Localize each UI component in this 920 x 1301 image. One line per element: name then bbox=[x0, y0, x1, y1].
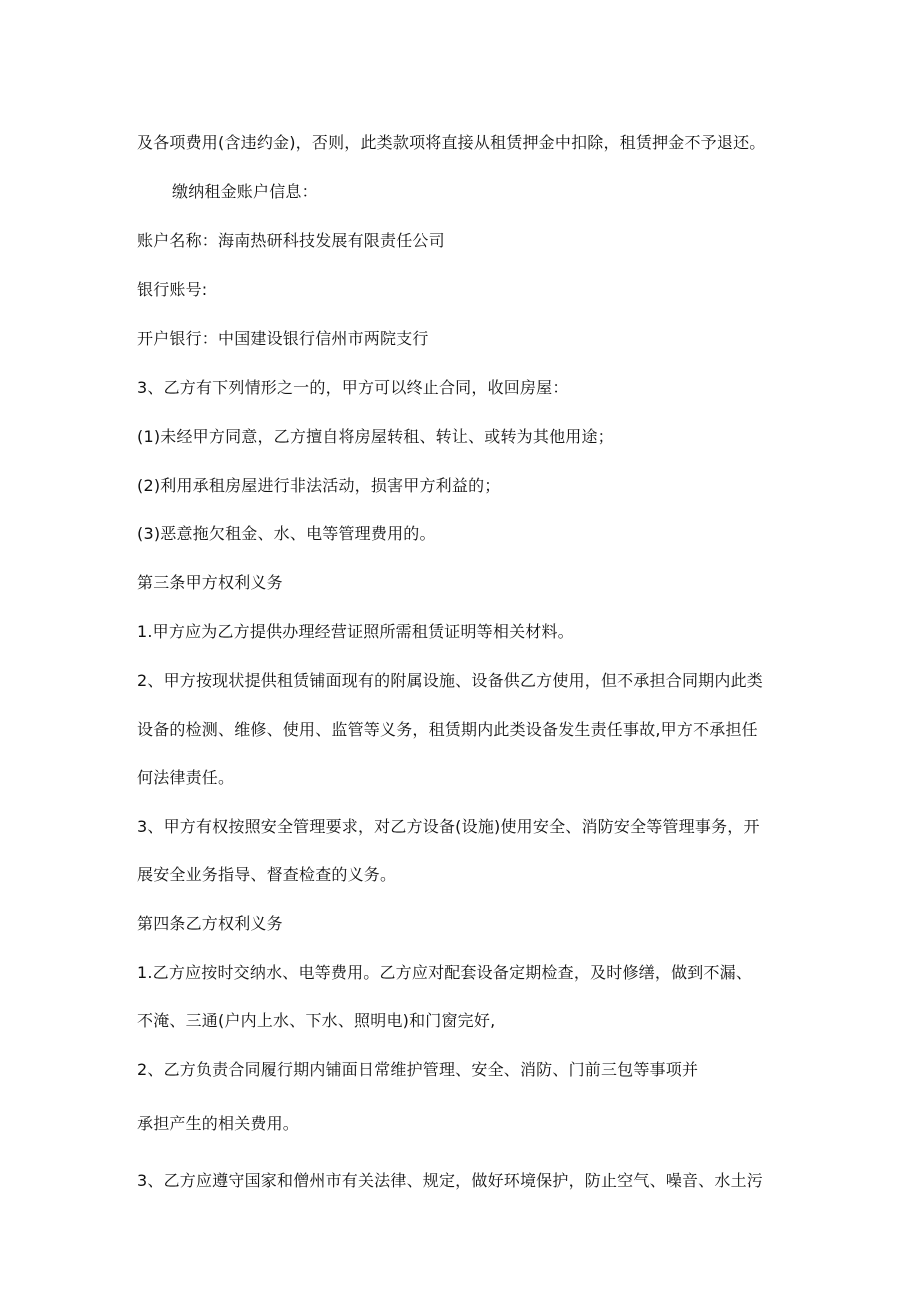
text-line-party-a-duty-2a: 2、甲方按现状提供租赁铺面现有的附属设施、设备供乙方使用，但不承担合同期内此类 bbox=[137, 671, 763, 690]
text-line-party-a-duty-2b: 设备的检测、维修、使用、监管等义务，租赁期内此类设备发生责任事故,甲方不承担任 bbox=[137, 720, 758, 739]
text-line-party-b-duty-1b: 不淹、三通(户内上水、下水、照明电)和门窗完好, bbox=[137, 1011, 496, 1030]
text-line-termination-item-1: (1)未经甲方同意，乙方擅自将房屋转租、转让、或转为其他用途； bbox=[137, 427, 614, 446]
text-line-party-a-duty-3a: 3、甲方有权按照安全管理要求，对乙方设备(设施)使用安全、消防安全等管理事务，开 bbox=[137, 817, 760, 836]
text-line-party-a-duty-2c: 何法律责任。 bbox=[137, 768, 235, 787]
text-line-bank-name: 开户银行：中国建设银行信州市两院支行 bbox=[137, 329, 429, 348]
text-line-account-name: 账户名称：海南热研科技发展有限责任公司 bbox=[137, 231, 445, 250]
text-line-party-b-duty-1a: 1.乙方应按时交纳水、电等费用。乙方应对配套设备定期检查，及时修缮，做到不漏、 bbox=[137, 963, 753, 982]
text-line-party-b-duty-3a: 3、乙方应遵守国家和僧州市有关法律、规定，做好环境保护，防止空气、噪音、水土污 bbox=[137, 1171, 763, 1190]
text-line-termination-item-3: (3)恶意拖欠租金、水、电等管理费用的。 bbox=[137, 524, 436, 543]
text-line-party-a-duty-1: 1.甲方应为乙方提供办理经营证照所需租赁证明等相关材料。 bbox=[137, 622, 574, 641]
text-line-party-a-duty-3b: 展安全业务指导、督查检查的义务。 bbox=[137, 865, 397, 884]
text-line-party-b-duty-2b: 承担产生的相关费用。 bbox=[137, 1114, 300, 1133]
text-line-account-info-heading: 缴纳租金账户信息： bbox=[172, 182, 318, 201]
text-line-termination-clause: 3、乙方有下列情形之一的，甲方可以终止合同，收回房屋： bbox=[137, 378, 569, 397]
text-line-deposit-deduction: 及各项费用(含违约金)，否则，此类款项将直接从租赁押金中扣除，租赁押金不予退还。 bbox=[137, 133, 766, 152]
section-heading-article-3: 第三条甲方权利义务 bbox=[137, 573, 283, 592]
text-line-bank-account-number: 银行账号: bbox=[137, 280, 208, 299]
text-line-party-b-duty-2a: 2、乙方负责合同履行期内铺面日常维护管理、安全、消防、门前三包等事项并 bbox=[137, 1060, 699, 1079]
text-line-termination-item-2: (2)利用承租房屋进行非法活动，损害甲方利益的； bbox=[137, 476, 501, 495]
section-heading-article-4: 第四条乙方权利义务 bbox=[137, 914, 283, 933]
